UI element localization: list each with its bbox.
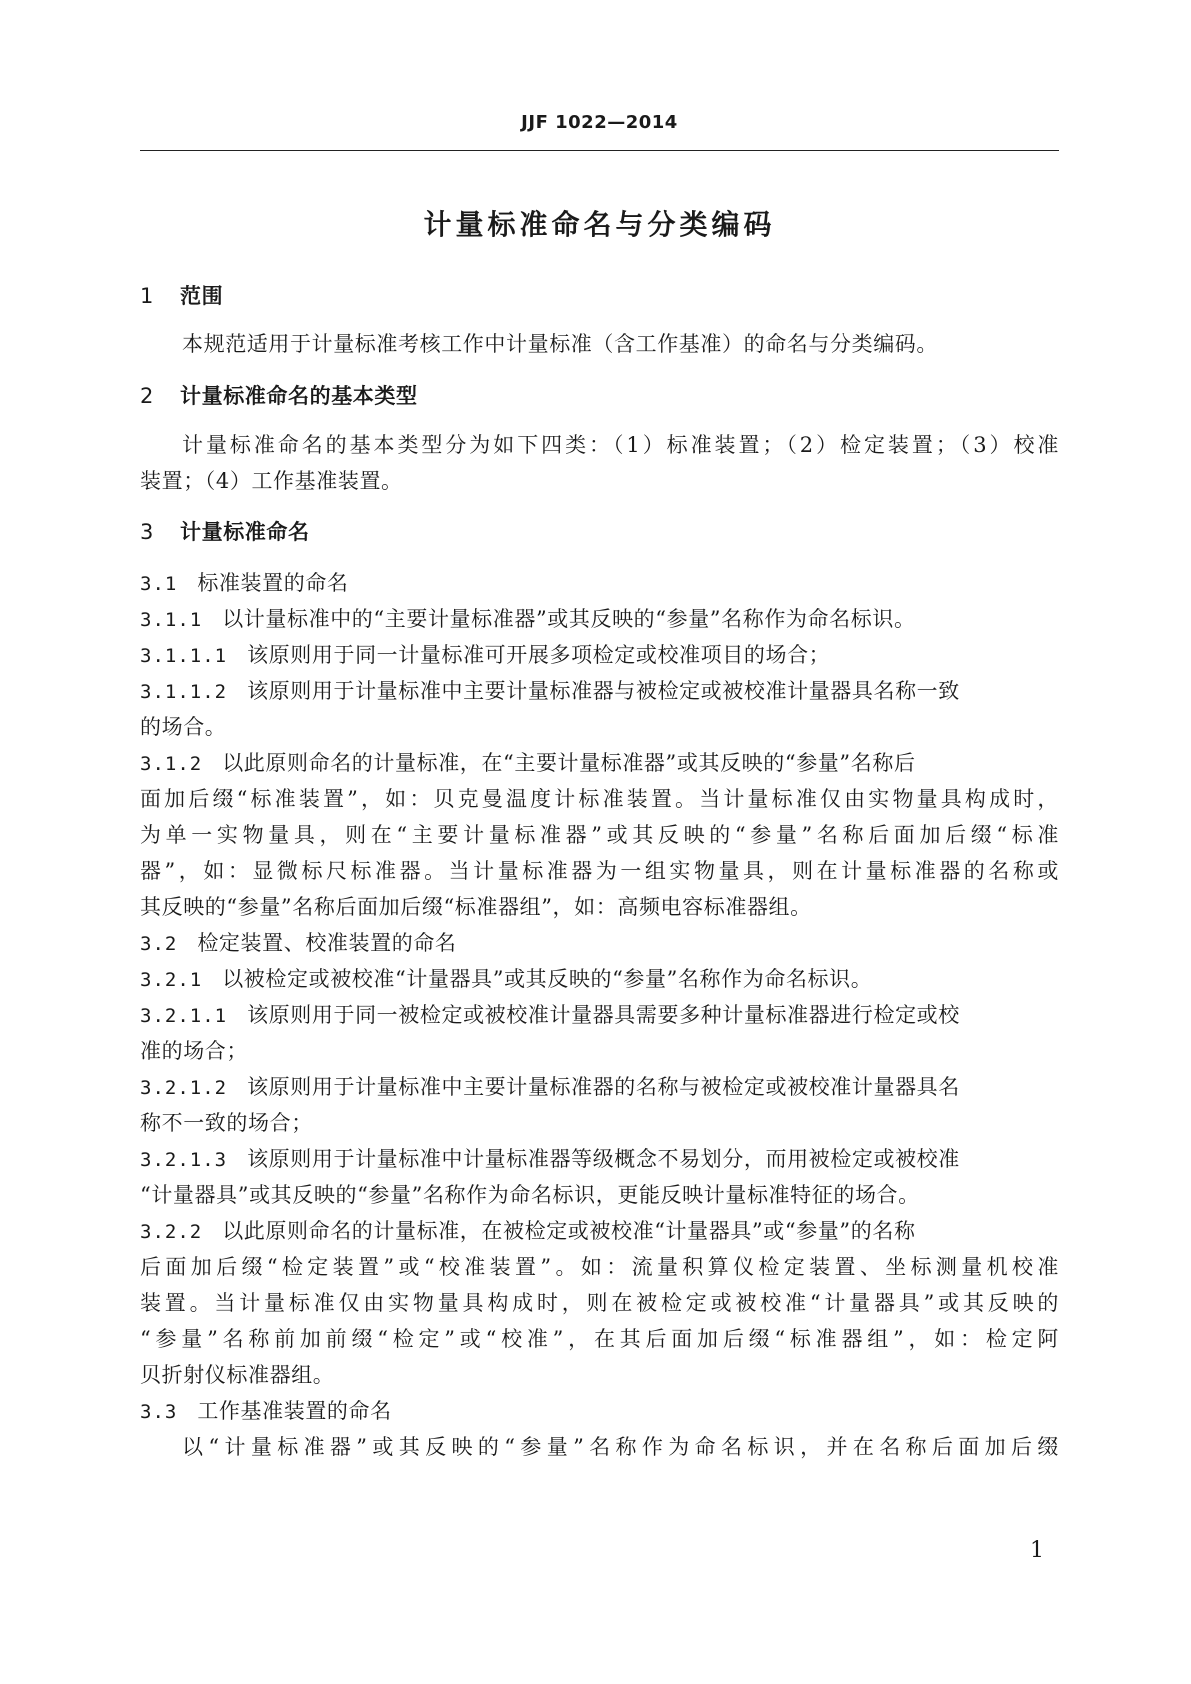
- clause-number: 3.1.1.2: [140, 681, 228, 703]
- header-divider: [140, 150, 1059, 151]
- paragraph-line: 器”，如：显微标尺标准器。当计量标准器为一组实物量具，则在计量标准器的名称或: [140, 859, 1059, 883]
- clause-line: [140, 673, 1059, 710]
- paragraph-line: 后面加后缀“检定装置”或“校准装置”。如：流量积算仪检定装置、坐标测量机校准: [140, 1255, 1059, 1279]
- section-title: 范围: [180, 284, 224, 308]
- paragraph-line: 称不一致的场合；: [140, 1111, 313, 1135]
- clause-text: 以被检定或被校准“计量器具”或其反映的“参量”名称作为命名标识。: [222, 967, 873, 991]
- paragraph-line: 以“计量标准器”或其反映的“参量”名称作为命名标识，并在名称后面加后缀: [182, 1435, 1059, 1459]
- clause-number: 3.1.1.1: [140, 645, 228, 667]
- section-heading-3: [140, 514, 1059, 550]
- section-number: 3: [140, 520, 154, 544]
- document-title: 计量标准命名与分类编码: [423, 208, 776, 241]
- clause-line: [140, 1213, 1059, 1250]
- clause-line: [140, 997, 1059, 1034]
- clause-line: [140, 601, 1059, 638]
- section-title: 计量标准命名的基本类型: [180, 384, 418, 408]
- paragraph-line: 装置；（4）工作基准装置。: [140, 469, 403, 493]
- paragraph-line: 装置。当计量标准仅由实物量具构成时，则在被检定或被校准“计量器具”或其反映的: [140, 1291, 1059, 1315]
- section-number: 1: [140, 284, 154, 308]
- clause-text: 该原则用于计量标准中主要计量标准器的名称与被检定或被校准计量器具名: [247, 1075, 960, 1099]
- clause-title: 标准装置的命名: [197, 571, 349, 595]
- clause-title: 检定装置、校准装置的命名: [197, 931, 457, 955]
- clause-text: 该原则用于计量标准中主要计量标准器与被检定或被校准计量器具名称一致: [247, 679, 960, 703]
- clause-heading: [140, 925, 1059, 962]
- clause-text: 该原则用于同一计量标准可开展多项检定或校准项目的场合；: [247, 643, 831, 667]
- clause-heading: [140, 565, 1059, 602]
- clause-number: 3.1.2: [140, 753, 203, 775]
- clause-number: 3.2.1: [140, 969, 203, 991]
- clause-heading: [140, 1393, 1059, 1430]
- clause-number: 3.2.1.3: [140, 1149, 228, 1171]
- paragraph-line: “计量器具”或其反映的“参量”名称作为命名标识，更能反映计量标准特征的场合。: [140, 1183, 920, 1207]
- page-number: 1: [1030, 1538, 1044, 1563]
- clause-number: 3.2.1.2: [140, 1077, 228, 1099]
- section-title: 计量标准命名: [180, 520, 310, 544]
- clause-number: 3.2: [140, 933, 178, 955]
- paragraph-line: 贝折射仪标准器组。: [140, 1363, 335, 1387]
- clause-line: [140, 961, 1059, 998]
- section-number: 2: [140, 384, 154, 408]
- clause-line: [140, 1069, 1059, 1106]
- clause-line: [140, 637, 1059, 674]
- clause-number: 3.3: [140, 1401, 178, 1423]
- clause-number: 3.1.1: [140, 609, 203, 631]
- clause-title: 工作基准装置的命名: [197, 1399, 392, 1423]
- clause-text: 以此原则命名的计量标准，在被检定或被校准“计量器具”或“参量”的名称: [222, 1219, 916, 1243]
- clause-line: [140, 1141, 1059, 1178]
- clause-number: 3.2.1.1: [140, 1005, 228, 1027]
- clause-text: 该原则用于同一被检定或被校准计量器具需要多种计量标准器进行检定或校: [247, 1003, 960, 1027]
- clause-line: [140, 745, 1059, 782]
- section-heading-2: [140, 378, 1059, 414]
- paragraph-line: 本规范适用于计量标准考核工作中计量标准（含工作基准）的命名与分类编码。: [182, 332, 938, 356]
- paragraph-line: 其反映的“参量”名称后面加后缀“标准器组”，如：高频电容标准器组。: [140, 895, 812, 919]
- clause-number: 3.1: [140, 573, 178, 595]
- paragraph-line: 计量标准命名的基本类型分为如下四类：（1）标准装置；（2）检定装置；（3）校准: [182, 433, 1059, 457]
- section-heading-1: [140, 278, 1059, 314]
- paragraph-line: 为单一实物量具，则在“主要计量标准器”或其反映的“参量”名称后面加后缀“标准: [140, 823, 1059, 847]
- paragraph-line: 的场合。: [140, 715, 227, 739]
- paragraph-line: 准的场合；: [140, 1039, 248, 1063]
- paragraph-line: “参量”名称前加前缀“检定”或“校准”，在其后面加后缀“标准器组”，如：检定阿: [140, 1327, 1059, 1351]
- clause-number: 3.2.2: [140, 1221, 203, 1243]
- clause-text: 以此原则命名的计量标准，在“主要计量标准器”或其反映的“参量”名称后: [222, 751, 916, 775]
- paragraph-line: 面加后缀“标准装置”，如：贝克曼温度计标准装置。当计量标准仅由实物量具构成时，: [140, 787, 1059, 811]
- clause-text: 该原则用于计量标准中计量标准器等级概念不易划分，而用被检定或被校准: [247, 1147, 960, 1171]
- clause-text: 以计量标准中的“主要计量标准器”或其反映的“参量”名称作为命名标识。: [222, 607, 916, 631]
- document-code-header: JJF 1022—2014: [521, 112, 678, 133]
